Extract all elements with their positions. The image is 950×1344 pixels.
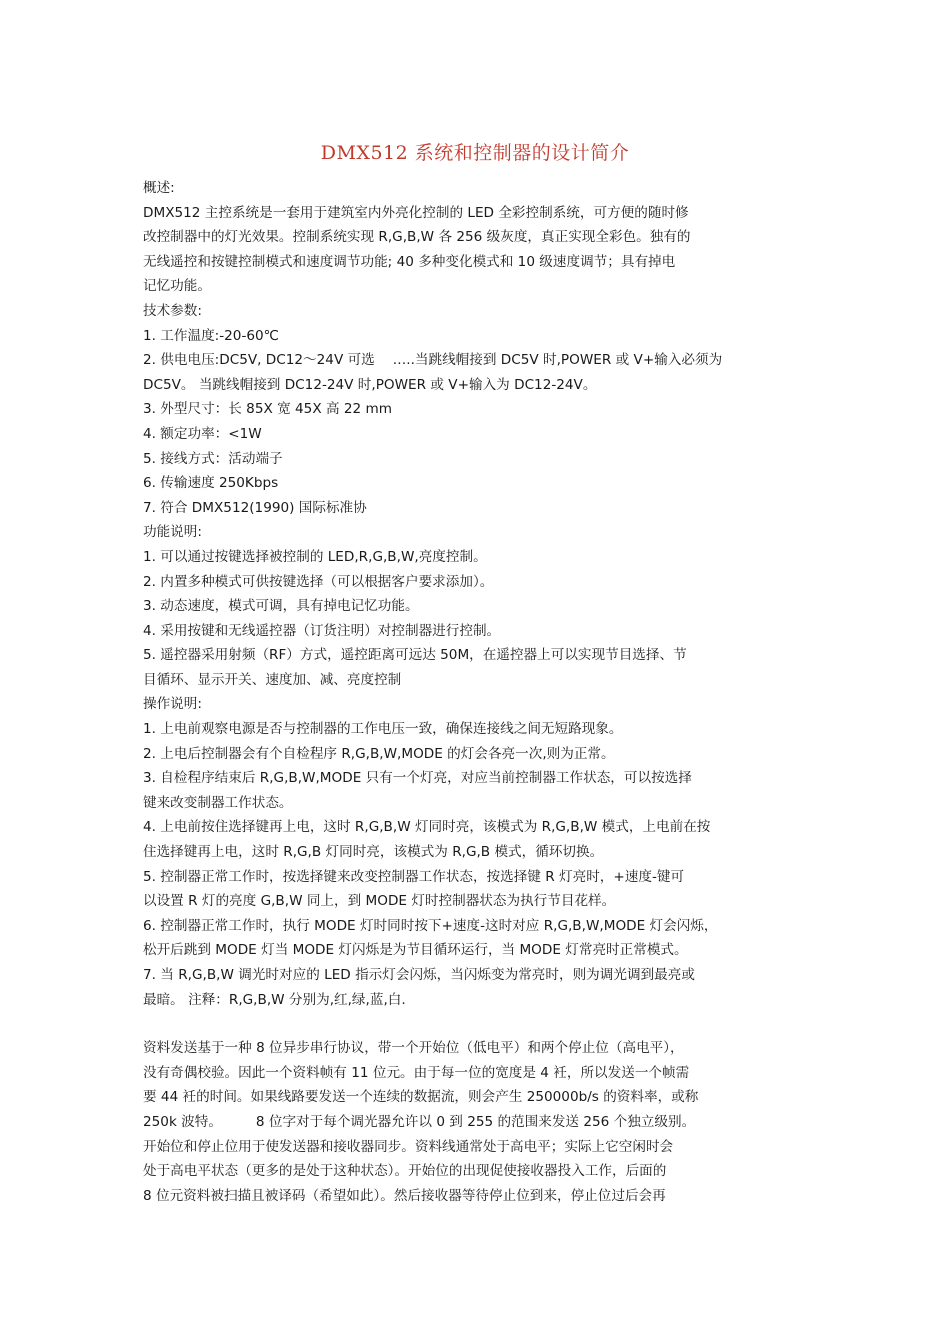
op-item: 5. 控制器正常工作时，按选择键来改变控制器工作状态，按选择键 R 灯亮时，+速度-键可 — [143, 868, 685, 885]
tech-item: 2. 供电电压:DC5V, DC12～24V 可选 …..当跳线帽接到 DC5V 时,POWER 或 V+输入必须为 — [143, 352, 723, 369]
overview-heading: 概述: — [143, 180, 175, 196]
paragraph-gap — [143, 1012, 811, 1036]
data-line: 8 位元资料被扫描且被译码（希望如此）。然后接收器等待停止位到来，停止位过后会再 — [143, 1187, 666, 1204]
op-item: 6. 控制器正常工作时，执行 MODE 灯时同时按下+速度-这时对应 R,G,B,W,MODE 灯会闪烁， — [143, 917, 718, 934]
op-item: 3. 自检程序结束后 R,G,B,W,MODE 只有一个灯亮，对应当前控制器工作状态，可以按选择 — [143, 770, 692, 787]
op-item: 2. 上电后控制器会有个自检程序 R,G,B,W,MODE 的灯会各亮一次,则为正常。 — [143, 745, 615, 762]
func-item: 1. 可以通过按键选择被控制的 LED,R,G,B,W,亮度控制。 — [143, 548, 487, 565]
func-item: 3. 动态速度，模式可调，具有掉电记忆功能。 — [143, 598, 419, 615]
data-line: 处于高电平状态（更多的是处于这种状态）。开始位的出现促使接收器投入工作，后面的 — [143, 1163, 667, 1180]
overview-line: 记忆功能。 — [143, 278, 211, 295]
op-item: 松开后跳到 MODE 灯当 MODE 灯闪烁是为节目循环运行，当 MODE 灯常亮时正常模式。 — [143, 942, 688, 959]
func-item: 2. 内置多种模式可供按键选择（可以根据客户要求添加）。 — [143, 573, 494, 590]
tech-item-continuation: DC5V。 当跳线帽接到 DC12-24V 时,POWER 或 V+输入为 DC12-24V。 — [143, 376, 597, 393]
op-item: 4. 上电前按住选择键再上电，这时 R,G,B,W 灯同时亮，该模式为 R,G,B,W 模式，上电前在按 — [143, 819, 711, 836]
data-line: 没有奇偶校验。因此一个资料帧有 11 位元。由于每一位的宽度是 4 衽，所以发送一个帧需 — [143, 1064, 690, 1081]
func-item: 4. 采用按键和无线遥控器（订货注明）对控制器进行控制。 — [143, 622, 501, 639]
overview-line: 无线遥控和按键控制模式和速度调节功能; 40 多种变化模式和 10 级速度调节；具有掉电 — [143, 253, 676, 270]
func-heading: 功能说明: — [143, 524, 202, 541]
tech-heading: 技术参数: — [143, 302, 202, 319]
op-item: 住选择键再上电，这时 R,G,B 灯同时亮，该模式为 R,G,B 模式，循环切换。 — [143, 844, 604, 861]
tech-item: 3. 外型尺寸：长 85X 宽 45X 高 22 mm — [143, 401, 392, 418]
op-item: 以设置 R 灯的亮度 G,B,W 同上，到 MODE 灯时控制器状态为执行节目花样。 — [143, 893, 616, 910]
overview-line: DMX512 主控系统是一套用于建筑室内外亮化控制的 LED 全彩控制系统，可方便的随时修 — [143, 204, 689, 221]
op-heading: 操作说明: — [143, 696, 202, 713]
data-line: 250k 波特。 8 位字对于每个调光器允许以 0 到 255 的范围来发送 256 个独立级别。 — [143, 1113, 696, 1130]
data-line: 要 44 衽的时间。如果线路要发送一个连续的数据流，则会产生 250000b/s 的资料率，或称 — [143, 1089, 699, 1106]
tech-item: 4. 额定功率：<1W — [143, 425, 262, 442]
op-item: 最暗。 注释：R,G,B,W 分别为,红,绿,蓝,白. — [143, 991, 406, 1008]
tech-item: 5. 接线方式：活动端子 — [143, 450, 283, 467]
data-line: 资料发送基于一种 8 位异步串行协议，带一个开始位（低电平）和两个停止位（高电平）， — [143, 1040, 684, 1057]
op-item: 7. 当 R,G,B,W 调光时对应的 LED 指示灯会闪烁，当闪烁变为常亮时，则为调光调到最亮或 — [143, 967, 695, 983]
document-body — [143, 176, 811, 1208]
overview-line: 改控制器中的灯光效果。控制系统实现 R,G,B,W 各 256 级灰度，真正实现全彩色。独有的 — [143, 229, 691, 246]
op-item: 键来改变制器工作状态。 — [143, 794, 293, 811]
tech-item: 7. 符合 DMX512(1990) 国际标准协 — [143, 499, 367, 516]
op-item: 1. 上电前观察电源是否与控制器的工作电压一致，确保连接线之间无短路现象。 — [143, 721, 623, 738]
func-item: 目循环、显示开关、速度加、减、亮度控制 — [143, 671, 402, 688]
func-item: 5. 遥控器采用射频（RF）方式，遥控距离可远达 50M，在遥控器上可以实现节目选择、节 — [143, 647, 687, 664]
document-title: DMX512 系统和控制器的设计简介 — [320, 142, 630, 164]
data-line: 开始位和停止位用于使发送器和接收器同步。资料线通常处于高电平；实际上它空闲时会 — [143, 1138, 674, 1155]
tech-item: 6. 传输速度 250Kbps — [143, 475, 279, 492]
tech-item: 1. 工作温度:-20-60℃ — [143, 327, 279, 344]
